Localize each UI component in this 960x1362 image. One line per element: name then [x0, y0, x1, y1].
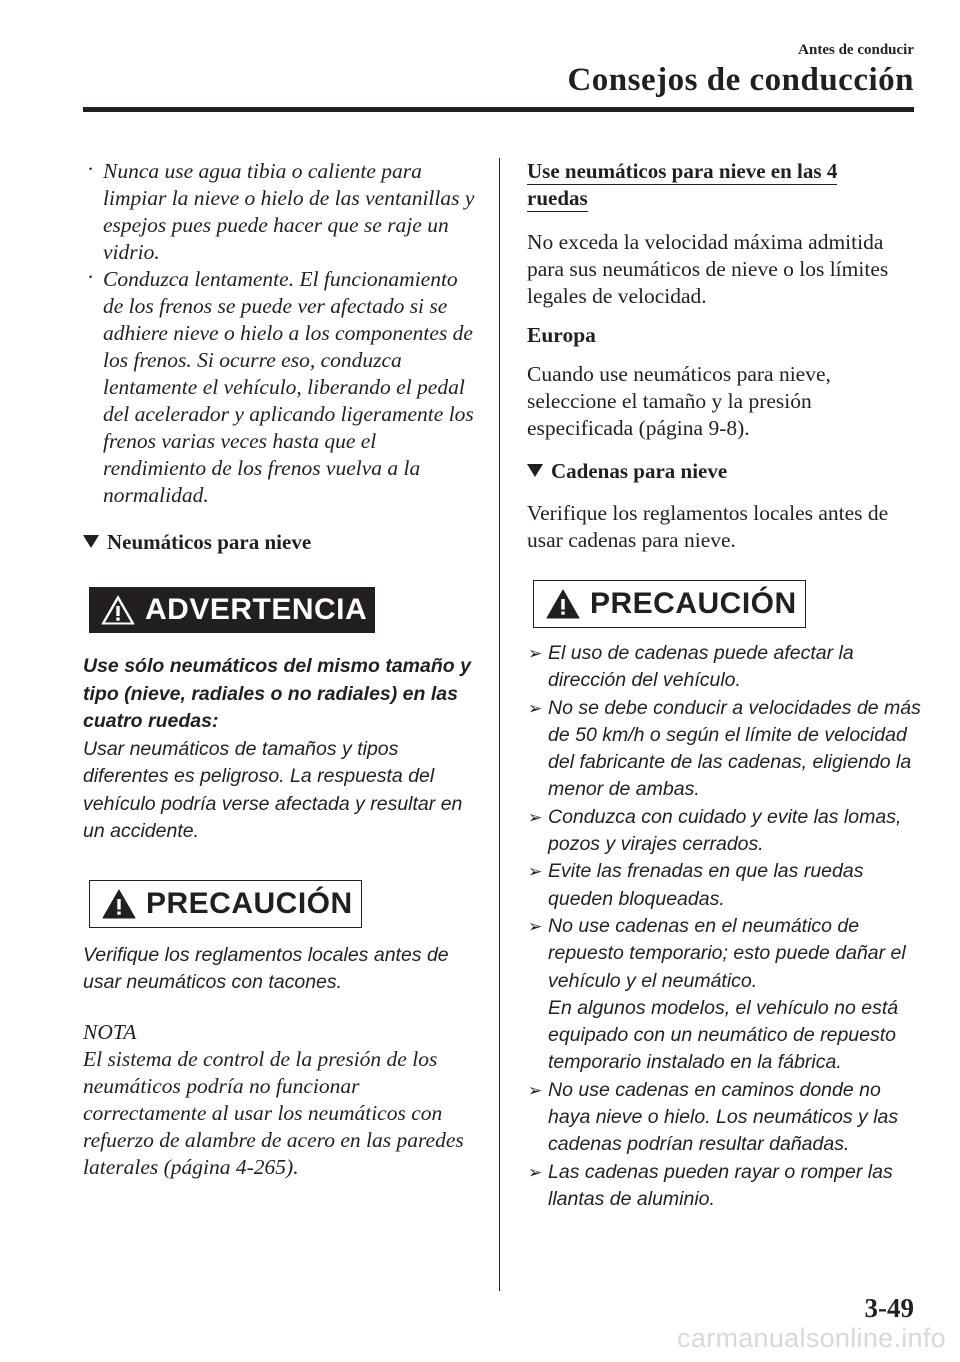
warning-text: Usar neumáticos de tamaños y tipos diferentes es peligroso. La respuesta del vehículo podría verse afectada y resultar en un accidente.: [83, 737, 463, 842]
warning-content: [83, 653, 478, 846]
caution-text: Verifique los reglamentos locales antes de usar neumáticos con tacones.: [83, 943, 449, 993]
chevron-right-icon: ➢: [528, 862, 543, 882]
page-title: Consejos de conducción: [567, 62, 914, 98]
page-number: 3-49: [864, 1293, 914, 1323]
list-item: ➢ Las cadenas pueden rayar o romper las llantas de aluminio.: [528, 1160, 893, 1210]
chains-caution-list: [527, 640, 922, 1213]
note-label: NOTA: [83, 1019, 137, 1044]
triangle-down-icon: [83, 535, 99, 548]
section-heading-snow-chains: Cadenas para nieve: [527, 458, 922, 484]
chevron-right-icon: ➢: [528, 807, 543, 827]
caution-label: PRECAUCIÓN: [590, 587, 797, 620]
left-column: [83, 158, 478, 1181]
list-item: ➢ Conduzca con cuidado y evite las lomas, pozos y virajes cerrados.: [528, 805, 902, 856]
paragraph-chains-regulations: Verifique los reglamentos locales antes de usar cadenas para nieve.: [527, 501, 889, 552]
warning-label: ADVERTENCIA: [145, 593, 368, 626]
warning-triangle-icon: [546, 589, 580, 619]
column-divider: [499, 158, 500, 1291]
bullet-icon: ·: [87, 265, 95, 289]
chevron-right-icon: ➢: [528, 644, 543, 663]
section-heading-snow-tires: Neumáticos para nieve: [83, 529, 478, 555]
warning-badge: [89, 587, 375, 633]
list-item: ➢ Evite las frenadas en que las ruedas queden bloqueadas.: [528, 860, 864, 910]
note-block: [83, 1019, 478, 1181]
warning-triangle-icon: [101, 595, 135, 625]
chevron-right-icon: ➢: [528, 916, 543, 936]
paragraph-max-speed: No exceda la velocidad máxima admitida para sus neumáticos de nieve o los límites legales de velocidad.: [527, 230, 889, 308]
list-item: ➢ No se debe conducir a velocidades de más de 50 km/h o según el límite de velocidad del fabricante de las cadenas, eligiendo la menor de ambas.: [528, 696, 921, 801]
list-item: · Nunca use agua tibia o caliente para limpiar la nieve o hielo de las ventanillas y espejos pues puede hacer que se raje un vidrio.: [87, 157, 475, 264]
triangle-down-icon: [527, 464, 543, 477]
header-rule: [83, 107, 914, 112]
caution-badge: [533, 580, 806, 628]
list-item: ➢ No use cadenas en caminos donde no haya nieve o hielo. Los neumáticos y las cadenas podrían resultar dañadas.: [528, 1078, 899, 1156]
note-text: El sistema de control de la presión de los neumáticos podría no funcionar correctamente al usar los neumáticos con refuerzo de alambre de acero en las paredes laterales (página 4-265).: [83, 1046, 464, 1179]
caution-badge: [89, 880, 362, 928]
warning-triangle-icon: [102, 889, 136, 919]
list-item: ➢ El uso de cadenas puede afectar la dirección del vehículo.: [528, 642, 854, 692]
subheading-snow-tires-4-wheels: Use neumáticos para nieve en las 4 ruedas: [527, 159, 838, 210]
list-item: · Conduzca lentamente. El funcionamiento de los frenos se puede ver afectado si se adhiere nieve o hielo a los componentes de los frenos. Si ocurre eso, conduzca lentamente el vehículo, liberando el pedal del acelerador y aplicando ligeramente los frenos varias veces hasta que el rendimiento de los frenos vuelva a la normalidad.: [87, 265, 474, 507]
bullet-icon: ·: [87, 157, 95, 181]
warning-bold-text: Use sólo neumáticos del mismo tamaño y tipo (nieve, radiales o no radiales) en las cuatro ruedas:: [83, 655, 471, 732]
watermark: carmanualsonline.info: [677, 1323, 946, 1353]
right-column: [527, 158, 922, 1213]
header-section-label: Antes de conducir: [798, 42, 914, 58]
caution-label: PRECAUCIÓN: [146, 886, 353, 920]
region-label-europe: Europa: [527, 323, 596, 347]
winter-tips-list: [83, 158, 478, 509]
chevron-right-icon: ➢: [528, 698, 543, 718]
list-item: ➢ No use cadenas en el neumático de repuesto temporario; esto puede dañar el vehículo y el neumático. En algunos modelos, el vehículo no está equipado con un neumático de repuesto temporario instalado en la fábrica.: [528, 914, 906, 1074]
chevron-right-icon: ➢: [528, 1162, 543, 1182]
paragraph-europe: Cuando use neumáticos para nieve, seleccione el tamaño y la presión especificada (página 9-8).: [527, 362, 831, 440]
chevron-right-icon: ➢: [528, 1080, 543, 1100]
